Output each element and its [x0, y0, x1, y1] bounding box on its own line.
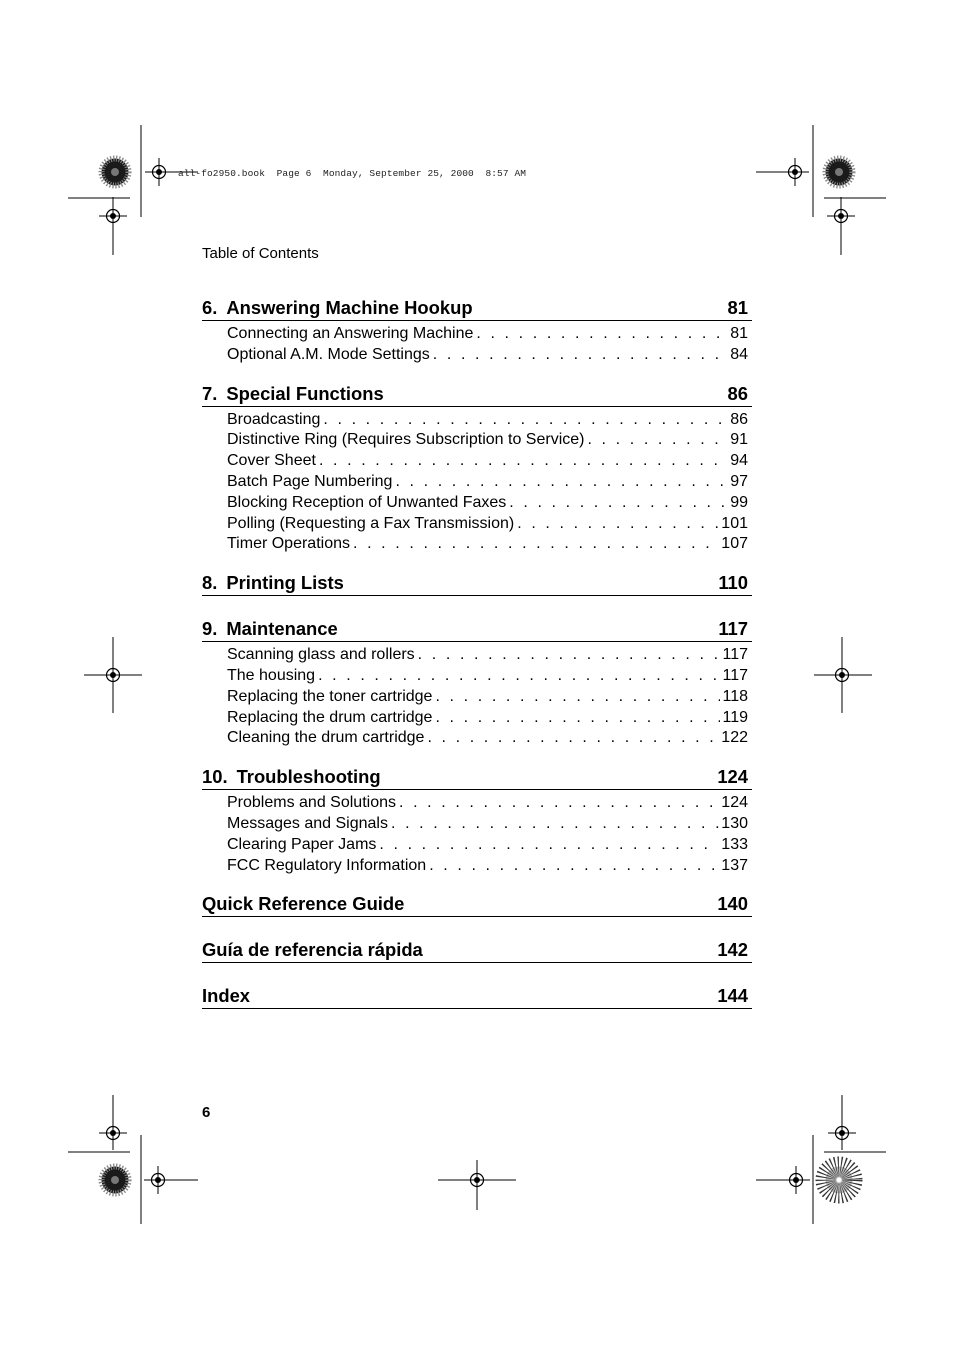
chapter-title: Printing Lists — [226, 572, 344, 594]
chapter-heading[interactable] — [202, 765, 752, 790]
toc-entry[interactable] — [227, 345, 748, 366]
color-target-icon — [102, 159, 129, 186]
chapter-number: 9. — [202, 618, 218, 640]
entry-page: 117 — [722, 646, 748, 664]
registration-target-icon — [99, 202, 127, 230]
entry-title: Timer Operations — [227, 535, 350, 553]
entry-title: Scanning glass and rollers — [227, 646, 415, 664]
color-target-icon — [826, 159, 853, 186]
chapter-title-group — [202, 938, 423, 962]
chapter-title-group — [202, 765, 381, 789]
chapter-number: 7. — [202, 382, 218, 404]
dot-leader — [399, 793, 719, 814]
dot-leader — [391, 814, 719, 835]
chapter-heading[interactable] — [202, 296, 752, 321]
registration-target-icon — [463, 1166, 491, 1194]
chapter-page: 144 — [717, 985, 748, 1007]
registration-target-icon — [828, 1119, 856, 1147]
toc-entry[interactable] — [227, 324, 748, 345]
chapter-page: 140 — [717, 893, 748, 915]
dot-leader — [435, 708, 720, 729]
dot-leader — [323, 410, 728, 431]
chapter-title: Index — [202, 985, 251, 1007]
registration-target-icon — [145, 158, 173, 186]
entry-page: 119 — [722, 708, 748, 726]
toc-chapter — [202, 892, 752, 917]
chapter-entries — [227, 793, 748, 876]
table-of-contents — [202, 296, 752, 1030]
dot-leader — [429, 856, 719, 877]
toc-entry[interactable] — [227, 728, 748, 749]
entry-title: FCC Regulatory Information — [227, 856, 427, 874]
print-info-line: all-fo2950.book Page 6 Monday, September 25, 2000 8:57 AM — [178, 168, 527, 179]
entry-page: 130 — [721, 814, 748, 832]
entry-page: 91 — [730, 431, 748, 449]
page-number: 6 — [202, 1104, 211, 1121]
registration-target-icon — [827, 202, 855, 230]
chapter-title-group — [202, 296, 473, 320]
entry-title: The housing — [227, 666, 316, 684]
entry-title: Polling (Requesting a Fax Transmission) — [227, 514, 515, 532]
entry-title: Blocking Reception of Unwanted Faxes — [227, 493, 507, 511]
entry-title: Problems and Solutions — [227, 794, 396, 812]
crop-mark-bottom-left — [68, 1095, 198, 1224]
chapter-title: Answering Machine Hookup — [226, 297, 473, 318]
toc-chapter — [202, 984, 752, 1009]
entry-page: 133 — [721, 835, 748, 853]
entry-page: 117 — [722, 666, 748, 684]
chapter-title: Guía de referencia rápida — [202, 939, 423, 961]
toc-entry[interactable] — [227, 410, 748, 431]
dot-leader — [587, 430, 728, 451]
chapter-title: Maintenance — [226, 618, 338, 640]
dot-leader — [476, 324, 728, 345]
chapter-title: Special Functions — [226, 382, 384, 404]
toc-entry[interactable] — [227, 856, 748, 877]
toc-entry[interactable] — [227, 835, 748, 856]
entry-page: 81 — [730, 325, 748, 342]
dot-leader — [427, 728, 719, 749]
entry-page: 118 — [722, 687, 748, 705]
entry-page: 97 — [730, 472, 748, 490]
toc-chapter — [202, 938, 752, 963]
entry-page: 94 — [730, 452, 748, 470]
chapter-entries — [227, 645, 748, 749]
chapter-number: 6. — [202, 297, 218, 318]
entry-title: Cover Sheet — [227, 452, 316, 470]
chapter-heading[interactable] — [202, 571, 752, 596]
chapter-title-group — [202, 571, 344, 595]
dot-leader — [509, 493, 728, 514]
dot-leader — [379, 835, 719, 856]
entry-title: Connecting an Answering Machine — [227, 325, 474, 342]
crop-mark-top-left — [68, 125, 198, 255]
toc-entry[interactable] — [227, 645, 748, 666]
entry-page: 99 — [730, 493, 748, 511]
toc-chapter — [202, 382, 752, 556]
color-target-icon — [826, 1167, 853, 1194]
entry-page: 86 — [730, 410, 748, 428]
toc-chapter — [202, 617, 752, 749]
chapter-heading[interactable] — [202, 938, 752, 963]
chapter-title-group — [202, 984, 250, 1008]
crop-mark-bottom-center — [438, 1160, 516, 1210]
registration-target-icon — [781, 158, 809, 186]
chapter-entries — [227, 410, 748, 556]
chapter-title: Troubleshooting — [236, 766, 381, 788]
toc-entry[interactable] — [227, 451, 748, 472]
dot-leader — [395, 472, 728, 493]
chapter-page: 110 — [718, 572, 748, 594]
chapter-heading[interactable] — [202, 617, 752, 642]
toc-entry[interactable] — [227, 708, 748, 729]
chapter-title: Quick Reference Guide — [202, 893, 405, 915]
entry-title: Messages and Signals — [227, 814, 388, 832]
dot-leader — [418, 645, 721, 666]
dot-leader — [435, 687, 720, 708]
entry-page: 137 — [721, 856, 748, 874]
chapter-number: 8. — [202, 572, 218, 594]
chapter-page: 86 — [727, 382, 748, 404]
crop-mark-bottom-right — [756, 1095, 886, 1224]
dot-leader — [433, 345, 728, 366]
entry-title: Replacing the drum cartridge — [227, 708, 433, 726]
chapter-entries — [227, 324, 748, 366]
toc-chapter — [202, 296, 752, 366]
chapter-title-group — [202, 617, 338, 641]
dot-leader — [318, 666, 720, 687]
entry-title: Broadcasting — [227, 410, 321, 428]
chapter-page: 142 — [717, 939, 748, 961]
toc-entry[interactable] — [227, 793, 748, 814]
toc-entry[interactable] — [227, 430, 748, 451]
entry-title: Replacing the toner cartridge — [227, 687, 433, 705]
toc-entry[interactable] — [227, 493, 748, 514]
entry-title: Cleaning the drum cartridge — [227, 729, 425, 747]
entry-page: 84 — [730, 345, 748, 363]
chapter-title-group — [202, 892, 404, 916]
chapter-heading[interactable] — [202, 382, 752, 407]
toc-entry[interactable] — [227, 514, 748, 535]
color-target-icon — [102, 1167, 129, 1194]
entry-title: Clearing Paper Jams — [227, 835, 377, 853]
registration-target-icon — [782, 1166, 810, 1194]
dot-leader — [319, 451, 728, 472]
chapter-page: 124 — [717, 766, 748, 788]
registration-target-icon — [99, 1119, 127, 1147]
entry-page: 107 — [721, 535, 748, 553]
entry-page: 101 — [721, 514, 748, 532]
chapter-heading[interactable] — [202, 892, 752, 917]
registration-target-icon — [144, 1166, 172, 1194]
registration-target-icon — [99, 661, 127, 689]
entry-title: Optional A.M. Mode Settings — [227, 345, 430, 363]
toc-chapter — [202, 571, 752, 596]
dot-leader — [353, 534, 719, 555]
toc-entry[interactable] — [227, 472, 748, 493]
running-head: Table of Contents — [202, 245, 319, 262]
entry-page: 122 — [721, 729, 748, 747]
crop-mark-top-right — [756, 125, 886, 255]
toc-entry[interactable] — [227, 814, 748, 835]
toc-entry[interactable] — [227, 534, 748, 555]
entry-title: Distinctive Ring (Requires Subscription to Service) — [227, 431, 585, 449]
toc-entry[interactable] — [227, 666, 748, 687]
chapter-page: 117 — [718, 618, 748, 640]
dot-leader — [517, 514, 719, 535]
chapter-number: 10. — [202, 766, 228, 788]
toc-chapter — [202, 765, 752, 876]
entry-page: 124 — [721, 794, 748, 812]
toc-entry[interactable] — [227, 687, 748, 708]
entry-title: Batch Page Numbering — [227, 472, 393, 490]
registration-target-icon — [828, 661, 856, 689]
chapter-title-group — [202, 382, 384, 406]
chapter-page: 81 — [727, 297, 748, 318]
chapter-heading[interactable] — [202, 984, 752, 1009]
